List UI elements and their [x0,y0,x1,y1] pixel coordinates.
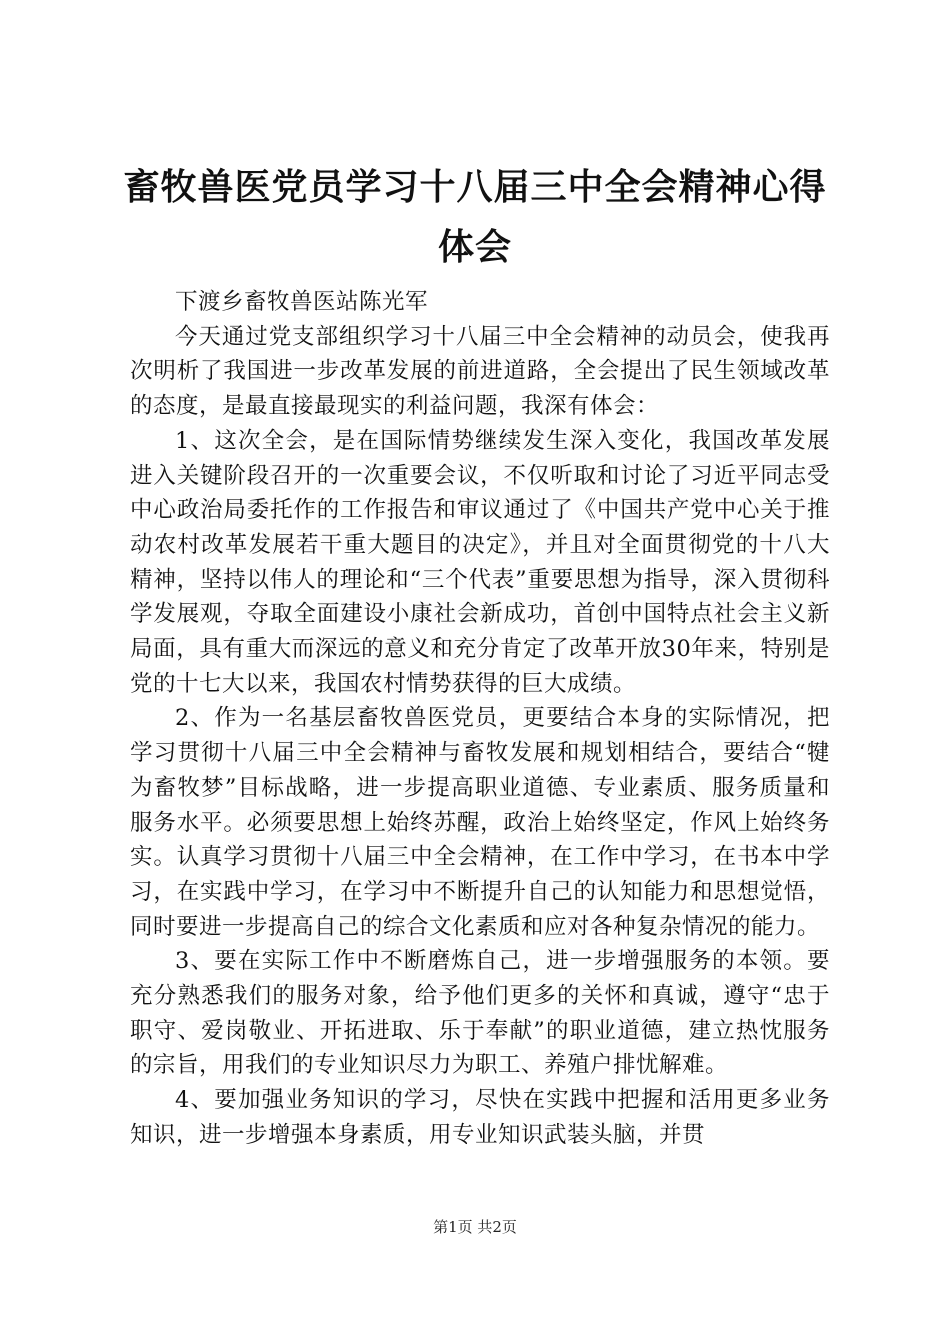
paragraph-4: 4、要加强业务知识的学习，尽快在实践中把握和活用更多业务知识，进一步增强本身素质，用专业知识武装头脑，并贯 [130,1087,830,1148]
document-title: 畜牧兽医党员学习十八届三中全会精神心得体会 [123,167,827,268]
paragraph-1: 1、这次全会，是在国际情势继续发生深入变化，我国改革发展进入关键阶段召开的一次重要会议，不仅听取和讨论了习近平同志受中心政治局委托作的工作报告和审议通过了《中国共产党中心关于推动农村改革发展若干重大题目的决定》，并且对全面贯彻党的十八大精神，坚持以伟人的理论和“三个代表”重要思想为指导，深入贯彻科学发展观，夺取全面建设小康社会新成功，首创中国特点社会主义新局面，具有重大而深远的意义和充分肯定了改革开放30年来，特别是党的十七大以来，我国农村情势获得的巨大成绩。 [130,427,830,697]
paragraph-3: 3、要在实际工作中不断磨炼自己，进一步增强服务的本领。要充分熟悉我们的服务对象，给予他们更多的关怀和真诚，遵守“忠于职守、爱岗敬业、开拓进取、乐于奉献”的职业道德，建立热忱服务的宗旨，用我们的专业知识尽力为职工、养殖户排忧解难。 [130,948,830,1079]
document-body [130,285,830,1153]
author-line: 下渡乡畜牧兽医站陈光军 [175,289,429,315]
page-number: 第1页 共2页 [433,1218,517,1236]
paragraph-2: 2、作为一名基层畜牧兽医党员，更要结合本身的实际情况，把学习贯彻十八届三中全会精神与畜牧发展和规划相结合，要结合“犍为畜牧梦”目标战略，进一步提高职业道德、专业素质、服务质量和服务水平。必须要思想上始终苏醒，政治上始终坚定，作风上始终务实。认真学习贯彻十八届三中全会精神，在工作中学习，在书本中学习，在实践中学习，在学习中不断提升自己的认知能力和思想觉悟，同时要进一步提高自己的综合文化素质和应对各种复杂情况的能力。 [130,705,830,940]
paragraph-intro: 今天通过党支部组织学习十八届三中全会精神的动员会，使我再次明析了我国进一步改革发展的前进道路，全会提出了民生领域改革的态度，是最直接最现实的利益问题，我深有体会： [130,323,830,420]
